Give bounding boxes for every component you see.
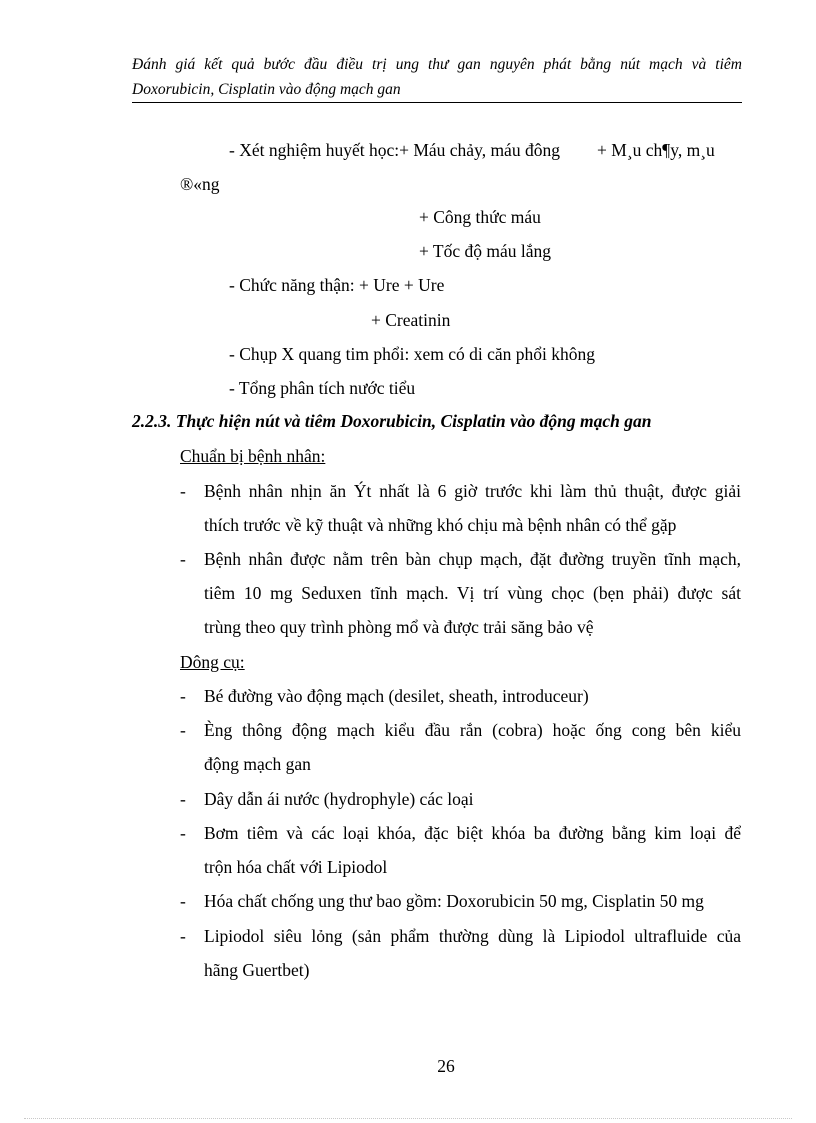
list-item: [204, 713, 741, 781]
test-urinalysis-text: - Tổng phân tích nước tiểu: [229, 378, 416, 398]
test-line-hematology: [229, 140, 560, 161]
test-line-hematology-garbled-cont: [180, 174, 220, 195]
list-item-bullet: -: [180, 549, 186, 569]
list-item-line: Bệnh nhân nhịn ăn Ýt nhất là 6 giờ trước khi làm thủ thuật, được giải: [204, 481, 741, 501]
test-line-hematology-garbled: [597, 140, 715, 161]
list-item-bullet: -: [180, 720, 186, 740]
header-divider: [132, 102, 742, 103]
list-item: [204, 782, 741, 816]
test-line-blood-count: [419, 207, 541, 228]
header-title-line1: Đánh giá kết quả bước đầu điều trị ung thư gan nguyên phát bằng nút mạch và tiêm: [132, 56, 742, 73]
test-hematology-garbled-cont-text: ®«ng: [180, 174, 220, 194]
test-xray-text: - Chụp X quang tim phổi: xem có di căn phổi không: [229, 344, 595, 364]
patient-prep-title: Chuẩn bị bệnh nhân:: [180, 446, 326, 466]
section-heading: 2.2.3. Thực hiện nút và tiêm Doxorubicin, Cisplatin vào động mạch gan: [132, 411, 652, 431]
list-item: [204, 474, 741, 542]
list-item: [204, 816, 741, 884]
test-esr-text: + Tốc độ máu lắng: [419, 241, 552, 261]
list-item-line: Hóa chất chống ung thư bao gồm: Doxorubicin 50 mg, Cisplatin 50 mg: [204, 891, 704, 911]
list-item-line: hãng Guertbet): [204, 960, 310, 980]
test-blood-count-text: + Công thức máu: [419, 207, 541, 227]
list-item-line: động mạch gan: [204, 754, 311, 774]
test-creatinine-text: + Creatinin: [371, 310, 451, 330]
test-line-kidney: [229, 275, 444, 296]
list-item: [204, 919, 741, 987]
list-item-line: tiêm 10 mg Seduxen tĩnh mạch. Vị trí vùng chọc (bẹn phải) được sát: [204, 583, 741, 603]
test-line-urinalysis: [229, 378, 415, 399]
list-item-line: Bệnh nhân được nằm trên bàn chụp mạch, đặt đường truyền tĩnh mạch,: [204, 549, 741, 569]
list-item-line: Bé đường vào động mạch (desilet, sheath, introduceur): [204, 686, 589, 706]
list-item-bullet: -: [180, 789, 186, 809]
list-item-bullet: -: [180, 686, 186, 706]
test-kidney-text: - Chức năng thận: + Ure + Ure: [229, 275, 445, 295]
list-item: [204, 884, 741, 918]
list-item-line: Èng thông động mạch kiểu đầu rắn (cobra) hoặc ống cong bên kiểu: [204, 720, 741, 740]
list-item-line: Lipiodol siêu lỏng (sản phẩm thường dùng là Lipiodol ultrafluide của: [204, 926, 741, 946]
list-item-line: thích trước về kỹ thuật và những khó chịu mà bệnh nhân có thể gặp: [204, 515, 677, 535]
header-title-line2: Doxorubicin, Cisplatin vào động mạch gan: [132, 81, 401, 98]
running-header: [132, 52, 742, 102]
test-line-esr: [419, 241, 551, 262]
list-item: [204, 679, 741, 713]
list-item-bullet: -: [180, 481, 186, 501]
test-line-creatinine: [371, 310, 450, 331]
list-item-line: trùng theo quy trình phòng mổ và được trải săng bảo vệ: [204, 617, 594, 637]
test-line-xray: [229, 344, 595, 365]
list-item-line: Dây dẫn ái nước (hydrophyle) các loại: [204, 789, 474, 809]
list-item: [204, 542, 741, 644]
test-hematology-garbled-text: + M¸u ch¶y, m¸u: [597, 140, 715, 160]
list-item-bullet: -: [180, 926, 186, 946]
list-item-bullet: -: [180, 891, 186, 911]
list-item-bullet: -: [180, 823, 186, 843]
list-item-line: Bơm tiêm và các loại khóa, đặc biệt khóa ba đường bằng kim loại để: [204, 823, 741, 843]
tools-title: Dông cụ:: [180, 652, 245, 672]
list-item-line: trộn hóa chất với Lipiodol: [204, 857, 388, 877]
test-hematology-text: - Xét nghiệm huyết học:+ Máu chảy, máu đông: [229, 140, 560, 160]
page-number: 26: [437, 1056, 455, 1076]
footer-divider: [24, 1118, 792, 1119]
